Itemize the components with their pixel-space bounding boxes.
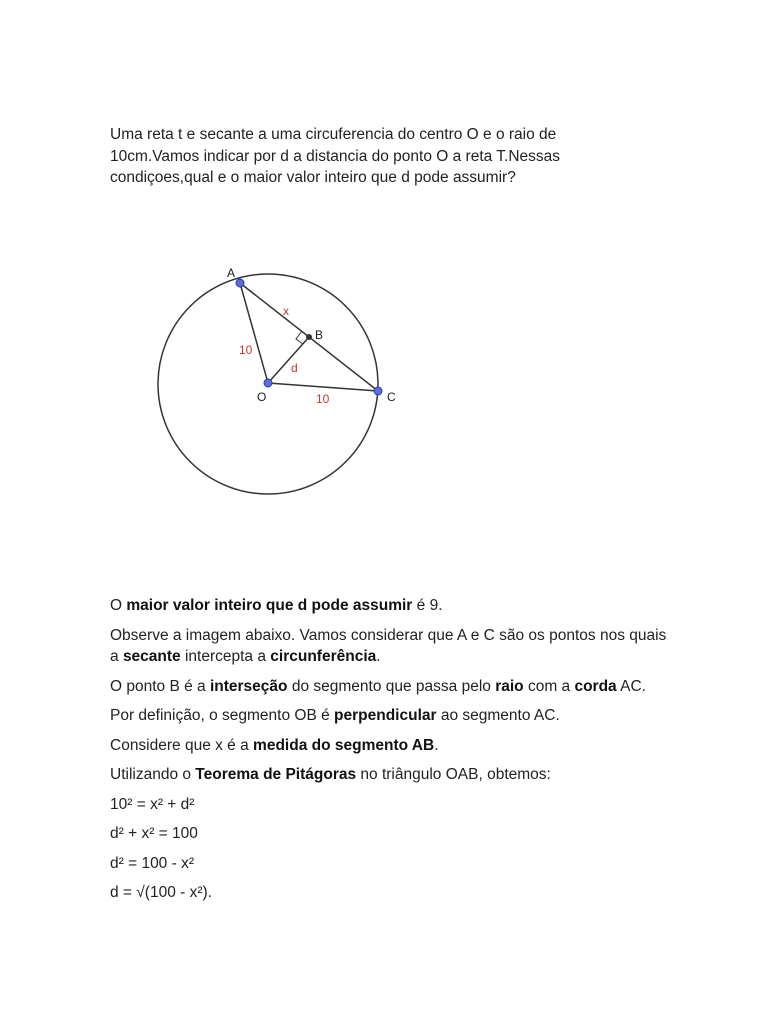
bold-run: medida do segmento AB [253,736,435,754]
equation-1: 10² = x² + d² [110,795,195,813]
circle-diagram [140,255,420,505]
question-line-3: condiçoes,qual e o maior valor inteiro que d pode assumir? [110,169,516,186]
label-x: x [283,304,289,318]
label-radius-OA: 10 [239,343,253,357]
text-run: Por definição, o segmento OB é [110,707,335,724]
point-C [374,387,382,395]
text-run: do segmento que passa pelo [287,677,496,695]
bold-run: perpendicular [334,707,437,724]
label-C: C [387,390,396,404]
text-run: AC. [616,677,646,695]
text-run: é 9. [412,597,443,614]
question-text [110,124,650,189]
label-radius-OC: 10 [316,392,330,406]
answer-text [110,595,670,912]
equation-4: d = √(100 - x²). [110,884,212,901]
question-line-2: 10cm.Vamos indicar por d a distancia do ponto O a reta T.Nessas [110,147,561,165]
answer-paragraph-2 [110,625,670,668]
answer-paragraph-4 [110,705,670,727]
point-O [264,379,272,387]
geometry-figure [140,255,420,505]
label-A: A [227,266,236,280]
text-run: Considere que x é a [110,736,254,754]
bold-run: maior valor inteiro que d pode assumir [126,597,413,614]
label-B: B [315,328,324,342]
text-run: ao segmento AC. [436,707,560,724]
bold-run: raio [495,677,524,695]
text-run: intercepta a [180,648,271,665]
answer-paragraph-1 [110,595,670,617]
answer-paragraph-6 [110,764,670,786]
bold-run: secante [122,648,181,665]
text-run: Observe a imagem abaixo. Vamos considerar que A e C são os pontos nos quais a [110,626,667,665]
text-run: O ponto B é a [110,677,210,695]
bold-run: circunferência [270,648,377,665]
point-B [306,334,312,340]
bold-run: interseção [209,677,288,695]
bold-run: corda [574,677,617,695]
text-run: . [434,736,439,754]
answer-paragraph-3 [110,676,670,698]
label-O: O [257,390,267,404]
point-A [236,279,244,287]
equation-3: d² = 100 - x² [110,854,194,872]
text-run: no triângulo OAB, obtemos: [356,766,551,783]
text-run: Utilizando o [110,766,196,783]
text-run: . [376,648,381,665]
label-d: d [291,361,298,375]
right-angle-marker [296,331,303,344]
bold-run: Teorema de Pitágoras [195,766,357,783]
question-line-1: Uma reta t e secante a uma circuferencia do centro O e o raio de [110,126,557,143]
segment-OA [240,283,268,383]
text-run: O [110,597,127,614]
answer-paragraph-5 [110,735,670,757]
text-run: com a [523,677,575,695]
equation-2: d² + x² = 100 [110,825,198,842]
segment-OC [268,383,378,391]
